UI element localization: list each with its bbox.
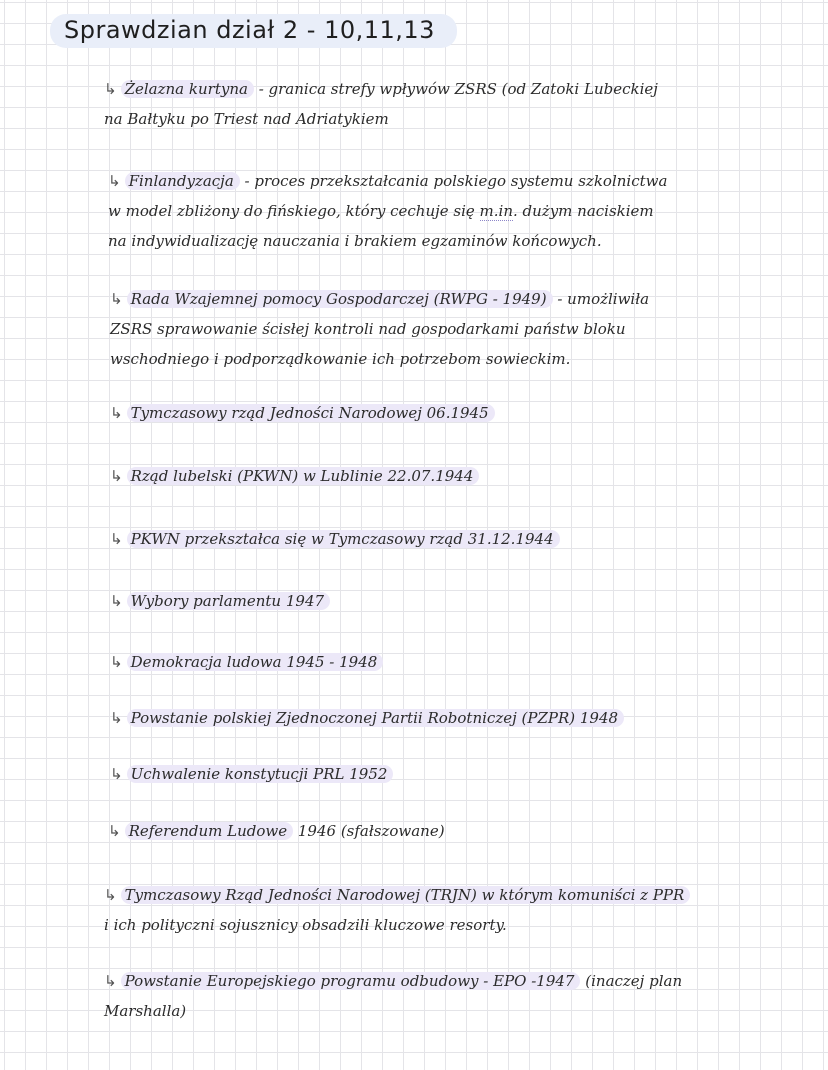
note-entry [108,816,445,846]
note-line [108,166,667,196]
note-line: Marshalla) [104,1002,187,1020]
note-entry [110,461,479,491]
bullet-arrow-icon: ↳ [110,709,123,727]
bullet-arrow-icon: ↳ [110,467,123,485]
note-text: - granica strefy wpływów ZSRS (od Zatoki Lubeckiej [253,80,658,98]
note-entry [110,647,383,677]
note-text: 1946 (sfałszowane) [293,822,445,840]
note-term: Powstanie polskiej Zjednoczonej Partii Robotniczej (PZPR) 1948 [127,709,625,727]
note-term: PKWN przekształca się w Tymczasowy rząd 31.12.1944 [127,530,560,548]
bullet-arrow-icon: ↳ [110,530,123,548]
bullet-arrow-icon: ↳ [104,80,117,98]
note-entry [110,524,560,554]
note-text: (inaczej plan [580,972,683,990]
page-title: Sprawdzian dział 2 - 10,11,13 [50,14,457,48]
note-entry [108,166,667,256]
bullet-arrow-icon: ↳ [110,290,123,308]
note-term: Tymczasowy rząd Jedności Narodowej 06.1945 [127,404,495,422]
note-entry [110,284,649,374]
bullet-arrow-icon: ↳ [108,172,121,190]
note-text: w model zbliżony do fińskiego, który cechuje się [108,202,480,220]
note-line: na Bałtyku po Triest nad Adriatykiem [104,110,389,128]
abbreviation: m.in [479,202,513,220]
note-text: - umożliwiła [552,290,650,308]
note-term: Powstanie Europejskiego programu odbudowy - EPO -1947 [121,972,581,990]
note-line: i ich polityczni sojusznicy obsadzili kluczowe resorty. [104,916,507,934]
note-entry [110,398,495,428]
bullet-arrow-icon: ↳ [104,972,117,990]
note-term: Żelazna kurtyna [121,80,254,98]
bullet-arrow-icon: ↳ [104,886,117,904]
note-line [110,284,649,314]
note-line [104,880,690,910]
note-text: - proces przekształcania polskiego systemu szkolnictwa [239,172,668,190]
note-entry [110,759,393,789]
note-line: wschodniego i podporządkowanie ich potrzebom sowieckim. [110,350,571,368]
note-line [104,966,682,996]
bullet-arrow-icon: ↳ [108,822,121,840]
note-term: Demokracja ludowa 1945 - 1948 [127,653,384,671]
note-entry [104,966,682,1026]
bullet-arrow-icon: ↳ [110,765,123,783]
note-term: Tymczasowy Rząd Jedności Narodowej (TRJN) w którym komuniści z PPR [121,886,691,904]
note-term: Wybory parlamentu 1947 [127,592,330,610]
note-term: Rada Wzajemnej pomocy Gospodarczej (RWPG - 1949) [127,290,553,308]
note-line [104,74,658,104]
note-line: na indywidualizację nauczania i brakiem egzaminów końcowych. [108,232,602,250]
note-text: . dużym naciskiem [513,202,654,220]
note-entry [110,703,624,733]
bullet-arrow-icon: ↳ [110,404,123,422]
note-term: Referendum Ludowe [125,822,294,840]
note-term: Uchwalenie konstytucji PRL 1952 [127,765,394,783]
note-term: Rząd lubelski (PKWN) w Lublinie 22.07.1944 [127,467,480,485]
note-entry [104,74,658,134]
bullet-arrow-icon: ↳ [110,592,123,610]
note-entry [104,880,690,940]
note-term: Finlandyzacja [125,172,240,190]
note-entry [110,586,330,616]
note-line: ZSRS sprawowanie ścisłej kontroli nad gospodarkami państw bloku [110,320,626,338]
note-line [108,196,667,226]
bullet-arrow-icon: ↳ [110,653,123,671]
